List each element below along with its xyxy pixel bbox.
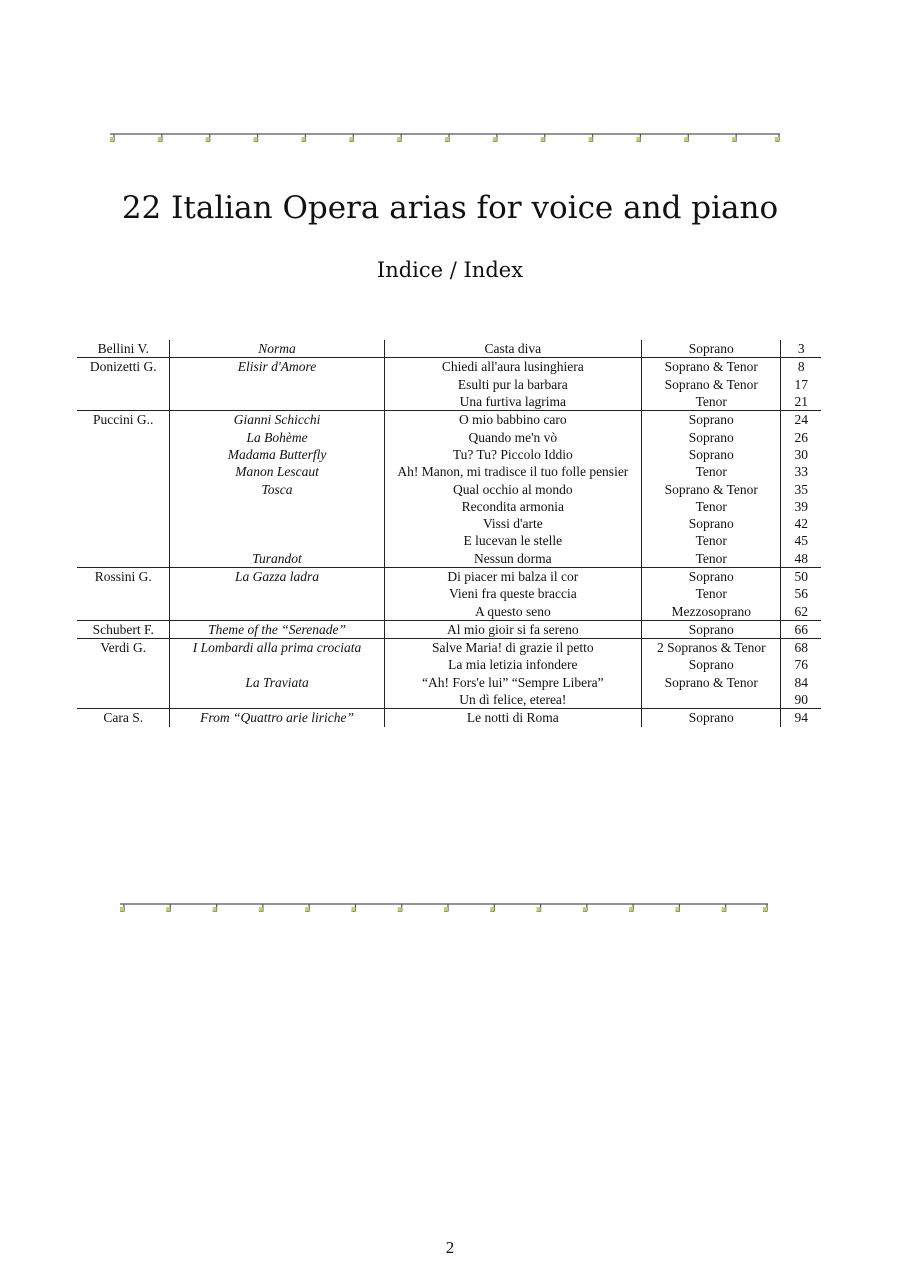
table-row xyxy=(77,428,821,445)
composer-cell xyxy=(77,691,170,709)
composer-cell: Cara S. xyxy=(77,709,170,727)
aria-cell: E lucevan le stelle xyxy=(384,532,641,549)
opera-cell xyxy=(170,602,384,620)
composer-cell xyxy=(77,480,170,497)
composer-cell xyxy=(77,550,170,568)
voice-cell: Soprano xyxy=(642,656,781,673)
ornament-accent xyxy=(120,907,124,911)
ornament-accent xyxy=(541,137,545,141)
table-row xyxy=(77,691,821,709)
voice-cell: Soprano xyxy=(642,340,781,358)
opera-cell: From “Quattro arie liriche” xyxy=(170,709,384,727)
table-row xyxy=(77,515,821,532)
voice-cell: Tenor xyxy=(642,393,781,411)
opera-cell: Elisir d'Amore xyxy=(170,358,384,376)
ornament-accent xyxy=(629,907,633,911)
page-cell: 56 xyxy=(794,586,808,602)
table-row xyxy=(77,376,821,393)
voice-cell: Soprano & Tenor xyxy=(642,376,781,393)
voice-cell: Soprano xyxy=(642,620,781,638)
page-cell: 45 xyxy=(794,533,808,549)
composer-cell xyxy=(77,674,170,691)
ornament-accent xyxy=(493,137,497,141)
composer-cell xyxy=(77,376,170,393)
page-cell: 24 xyxy=(781,411,821,429)
ornament-accent xyxy=(583,907,587,911)
ornament-accent xyxy=(589,137,593,141)
composer-cell xyxy=(77,463,170,480)
voice-cell: Tenor xyxy=(642,498,781,515)
ornament-accent xyxy=(259,907,263,911)
table-row xyxy=(77,498,821,515)
aria-cell: Esulti pur la barbara xyxy=(384,376,641,393)
table-row xyxy=(77,393,821,411)
page-cell: 76 xyxy=(794,657,808,673)
opera-cell: I Lombardi alla prima crociata xyxy=(170,639,384,657)
page-title: 22 Italian Opera arias for voice and piano xyxy=(121,190,779,226)
table-row xyxy=(77,674,821,691)
opera-cell xyxy=(170,585,384,602)
voice-cell: Tenor xyxy=(642,463,781,480)
composer-cell xyxy=(77,585,170,602)
page-cell: 35 xyxy=(794,481,808,497)
voice-cell: Soprano & Tenor xyxy=(642,674,781,691)
table-row xyxy=(77,567,821,585)
page-cell: 84 xyxy=(794,674,808,690)
ornament-accent xyxy=(206,137,210,141)
aria-cell: La mia letizia infondere xyxy=(384,656,641,673)
aria-cell: Tu? Tu? Piccolo Iddio xyxy=(384,446,641,463)
voice-cell: Tenor xyxy=(642,532,781,549)
composer-cell xyxy=(77,498,170,515)
opera-cell xyxy=(170,376,384,393)
page-cell: 48 xyxy=(794,550,808,566)
ornament-accent xyxy=(684,137,688,141)
composer-cell xyxy=(77,446,170,463)
ornament-accent xyxy=(397,137,401,141)
ornament-accent xyxy=(301,137,305,141)
voice-cell xyxy=(642,691,781,709)
aria-cell: Vissi d'arte xyxy=(384,515,641,532)
composer-cell: Schubert F. xyxy=(77,620,170,638)
page-cell: 21 xyxy=(794,394,808,410)
opera-cell: Gianni Schicchi xyxy=(170,411,384,429)
opera-cell: Turandot xyxy=(170,550,384,568)
ornament-accent xyxy=(675,907,679,911)
table-row xyxy=(77,340,821,358)
table-row xyxy=(77,480,821,497)
page-number: 2 xyxy=(445,1238,455,1257)
aria-index-table xyxy=(77,340,821,727)
ornament-accent xyxy=(636,137,640,141)
ornament-accent xyxy=(722,907,726,911)
page-cell: 68 xyxy=(781,639,821,657)
aria-cell: Al mio gioir si fa sereno xyxy=(384,620,641,638)
table-row xyxy=(77,411,821,429)
voice-cell: Mezzosoprano xyxy=(642,602,781,620)
ornament-accent xyxy=(445,137,449,141)
ornament-accent xyxy=(254,137,258,141)
aria-cell: Qual occhio al mondo xyxy=(384,480,641,497)
composer-cell xyxy=(77,532,170,549)
ornament-accent xyxy=(775,137,779,141)
page-cell: 3 xyxy=(797,341,805,357)
ornament-accent xyxy=(537,907,541,911)
voice-cell: Soprano & Tenor xyxy=(642,480,781,497)
table-row xyxy=(77,620,821,638)
table-row xyxy=(77,639,821,657)
opera-cell xyxy=(170,656,384,673)
table-row xyxy=(77,656,821,673)
ornament-accent xyxy=(490,907,494,911)
ornament-accent xyxy=(398,907,402,911)
aria-cell: A questo seno xyxy=(384,602,641,620)
page-cell: 39 xyxy=(794,498,808,514)
aria-cell: Quando me'n vò xyxy=(384,428,641,445)
page-cell: 17 xyxy=(794,376,808,392)
voice-cell: Soprano xyxy=(642,428,781,445)
page-cell: 90 xyxy=(794,692,808,708)
table-row xyxy=(77,602,821,620)
ornament-accent xyxy=(444,907,448,911)
aria-cell: Casta diva xyxy=(384,340,641,358)
aria-cell: Una furtiva lagrima xyxy=(384,393,641,411)
voice-cell: Soprano xyxy=(642,411,781,429)
opera-cell: Manon Lescaut xyxy=(170,463,384,480)
page-cell: 30 xyxy=(794,446,808,462)
table-row xyxy=(77,532,821,549)
ornament-accent xyxy=(349,137,353,141)
opera-cell xyxy=(170,393,384,411)
opera-cell xyxy=(170,498,384,515)
aria-cell: O mio babbino caro xyxy=(384,411,641,429)
bottom-ornament-border xyxy=(120,898,768,914)
top-ornament-border xyxy=(110,128,780,144)
opera-cell xyxy=(170,532,384,549)
page-cell: 50 xyxy=(781,567,821,585)
table-row xyxy=(77,446,821,463)
index-subtitle: Indice / Index xyxy=(376,258,524,282)
composer-cell xyxy=(77,428,170,445)
voice-cell: Soprano xyxy=(642,446,781,463)
table-row xyxy=(77,550,821,568)
page-cell: 26 xyxy=(794,429,808,445)
page-cell: 94 xyxy=(781,709,821,727)
composer-cell xyxy=(77,393,170,411)
ornament-accent xyxy=(351,907,355,911)
page-cell: 62 xyxy=(794,603,808,619)
aria-cell: Salve Maria! di grazie il petto xyxy=(384,639,641,657)
composer-cell: Bellini V. xyxy=(77,340,170,358)
composer-cell xyxy=(77,602,170,620)
composer-cell xyxy=(77,515,170,532)
page-cell: 42 xyxy=(794,516,808,532)
ornament-accent xyxy=(110,137,114,141)
opera-cell xyxy=(170,691,384,709)
composer-cell: Verdi G. xyxy=(77,639,170,657)
ornament-accent xyxy=(305,907,309,911)
ornament-accent xyxy=(158,137,162,141)
aria-cell: Un dì felice, eterea! xyxy=(384,691,641,709)
composer-cell: Puccini G.. xyxy=(77,411,170,429)
aria-cell: Nessun dorma xyxy=(384,550,641,568)
page-cell: 33 xyxy=(794,464,808,480)
opera-cell: Norma xyxy=(170,340,384,358)
aria-cell: Ah! Manon, mi tradisce il tuo folle pensier xyxy=(384,463,641,480)
opera-cell: Tosca xyxy=(170,480,384,497)
ornament-accent xyxy=(213,907,217,911)
composer-cell: Rossini G. xyxy=(77,567,170,585)
composer-cell xyxy=(77,656,170,673)
aria-cell: Recondita armonia xyxy=(384,498,641,515)
opera-cell: La Traviata xyxy=(170,674,384,691)
aria-cell: Vieni fra queste braccia xyxy=(384,585,641,602)
aria-cell: Le notti di Roma xyxy=(384,709,641,727)
voice-cell: Soprano xyxy=(642,567,781,585)
voice-cell: 2 Sopranos & Tenor xyxy=(642,639,781,657)
opera-cell: La Bohème xyxy=(170,428,384,445)
composer-cell: Donizetti G. xyxy=(77,358,170,376)
opera-cell xyxy=(170,515,384,532)
page-cell: 8 xyxy=(781,358,821,376)
table-row xyxy=(77,358,821,376)
table-row xyxy=(77,463,821,480)
page-cell: 66 xyxy=(781,620,821,638)
aria-cell: “Ah! Fors'e lui” “Sempre Libera” xyxy=(384,674,641,691)
voice-cell: Tenor xyxy=(642,550,781,568)
table-row xyxy=(77,709,821,727)
opera-cell: La Gazza ladra xyxy=(170,567,384,585)
voice-cell: Soprano & Tenor xyxy=(642,358,781,376)
ornament-accent xyxy=(763,907,767,911)
opera-cell: Theme of the “Serenade” xyxy=(170,620,384,638)
voice-cell: Soprano xyxy=(642,515,781,532)
ornament-accent xyxy=(166,907,170,911)
voice-cell: Tenor xyxy=(642,585,781,602)
opera-cell: Madama Butterfly xyxy=(170,446,384,463)
aria-cell: Di piacer mi balza il cor xyxy=(384,567,641,585)
aria-cell: Chiedi all'aura lusinghiera xyxy=(384,358,641,376)
ornament-accent xyxy=(732,137,736,141)
table-row xyxy=(77,585,821,602)
voice-cell: Soprano xyxy=(642,709,781,727)
